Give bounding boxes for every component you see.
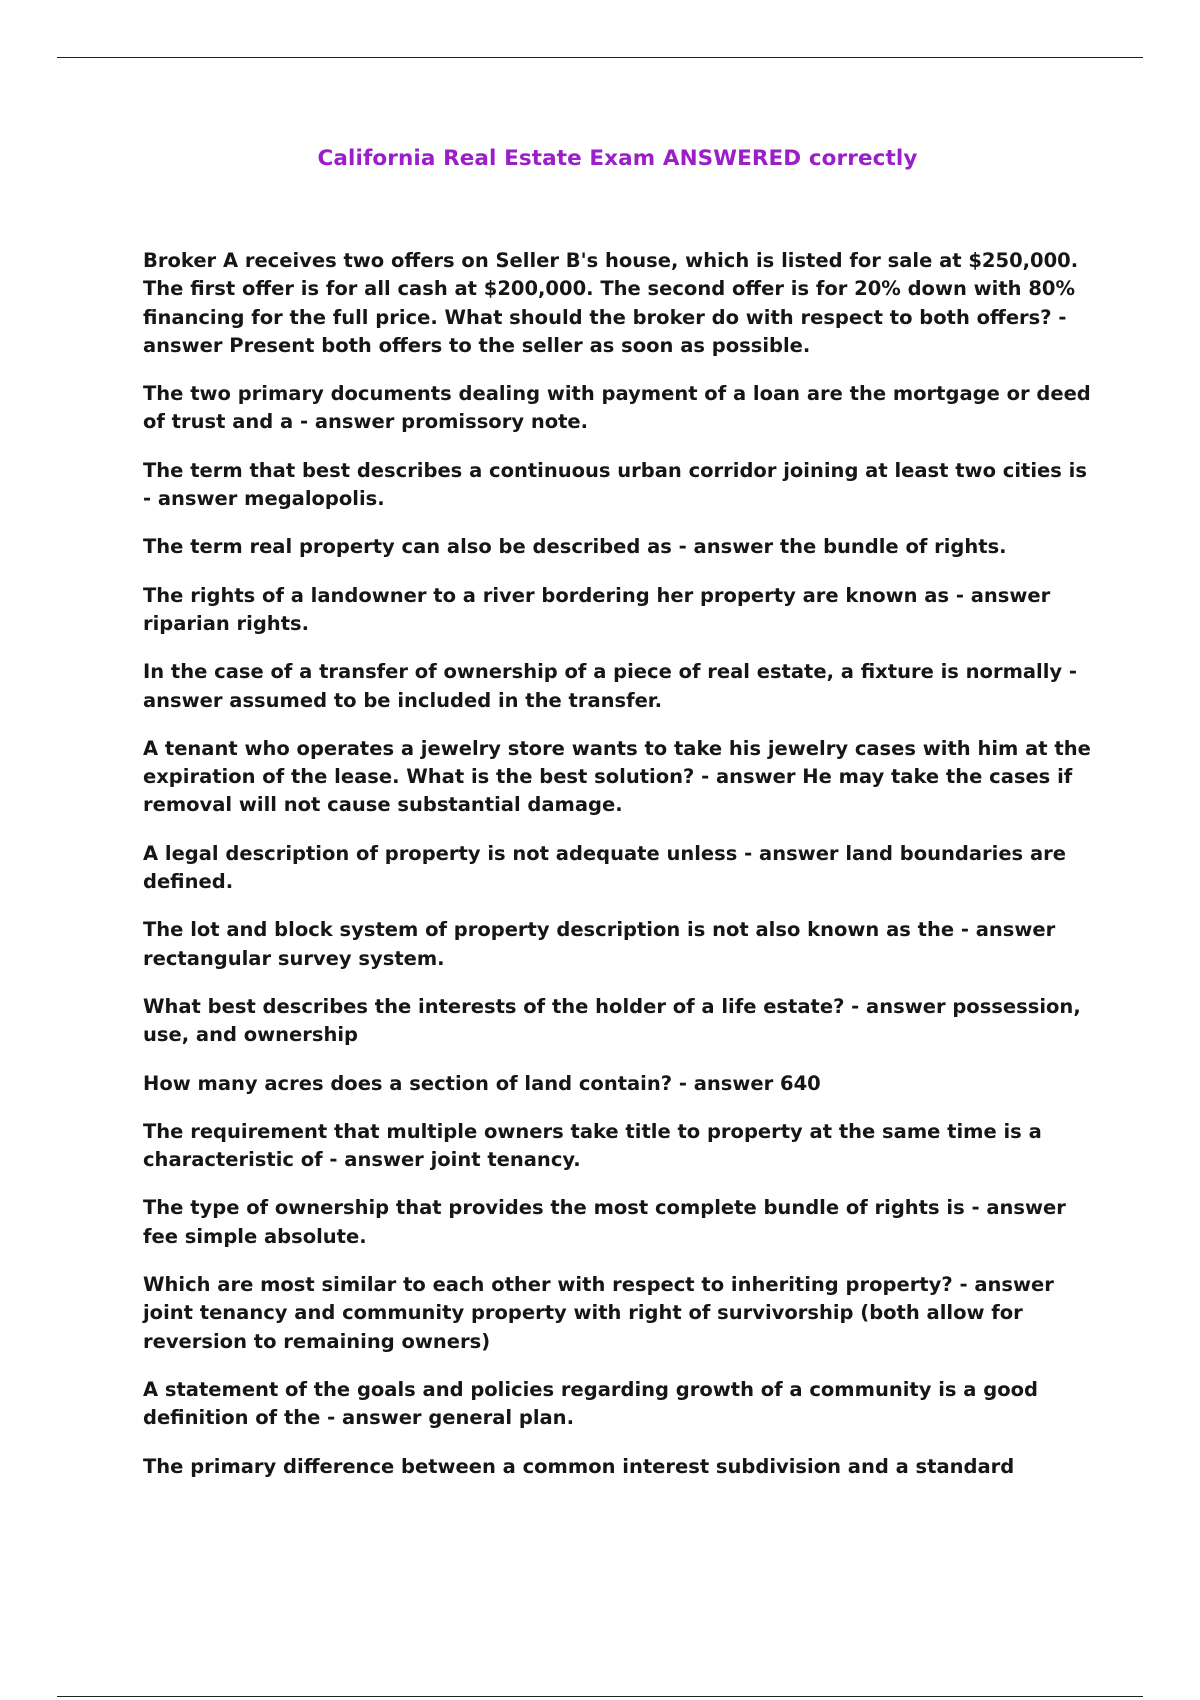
- qa-item: The rights of a landowner to a river bordering her property are known as - answer riparian rights.: [143, 583, 1051, 635]
- qa-item: A tenant who operates a jewelry store wants to take his jewelry cases with him at the expiration of the lease. What is the best solution? - answer He may take the cases if removal will not cause substantial damage.: [143, 736, 1091, 817]
- footer-rule: [57, 1696, 1143, 1697]
- qa-item: The term real property can also be described as - answer the bundle of rights.: [143, 535, 1007, 559]
- qa-item: In the case of a transfer of ownership of a piece of real estate, a fixture is normally - answer assumed to be included in the transfer.: [143, 660, 1078, 712]
- qa-item: The lot and block system of property description is not also known as the - answer rectangular survey system.: [143, 918, 1056, 970]
- qa-list: [143, 247, 1093, 1501]
- qa-item: The primary difference between a common interest subdivision and a standard: [143, 1454, 1015, 1478]
- qa-item: Which are most similar to each other with respect to inheriting property? - answer joint tenancy and community property with right of survivorship (both allow for reversion to remaining owners): [143, 1273, 1054, 1353]
- qa-item: What best describes the interests of the holder of a life estate? - answer possession, use, and ownership: [143, 994, 1081, 1047]
- qa-item: A legal description of property is not adequate unless - answer land boundaries are defined.: [143, 841, 1066, 894]
- qa-item: The two primary documents dealing with payment of a loan are the mortgage or deed of trust and a - answer promissory note.: [143, 382, 1091, 434]
- qa-item: The term that best describes a continuous urban corridor joining at least two cities is - answer megalopolis.: [143, 458, 1087, 511]
- document-title: California Real Estate Exam ANSWERED correctly: [317, 146, 918, 171]
- qa-item: How many acres does a section of land contain? - answer 640: [143, 1071, 821, 1095]
- qa-item: Broker A receives two offers on Seller B's house, which is listed for sale at $250,000. The first offer is for all cash at $200,000. The second offer is for 20% down with 80% financing for the full price. What should the broker do with respect to both offers? - answer Present both offers to the seller as soon as possible.: [143, 249, 1079, 357]
- qa-item: The requirement that multiple owners take title to property at the same time is a characteristic of - answer joint tenancy.: [143, 1119, 1042, 1172]
- qa-item: A statement of the goals and policies regarding growth of a community is a good definition of the - answer general plan.: [143, 1377, 1038, 1430]
- header-rule: [57, 57, 1143, 58]
- qa-item: The type of ownership that provides the most complete bundle of rights is - answer fee simple absolute.: [143, 1196, 1066, 1248]
